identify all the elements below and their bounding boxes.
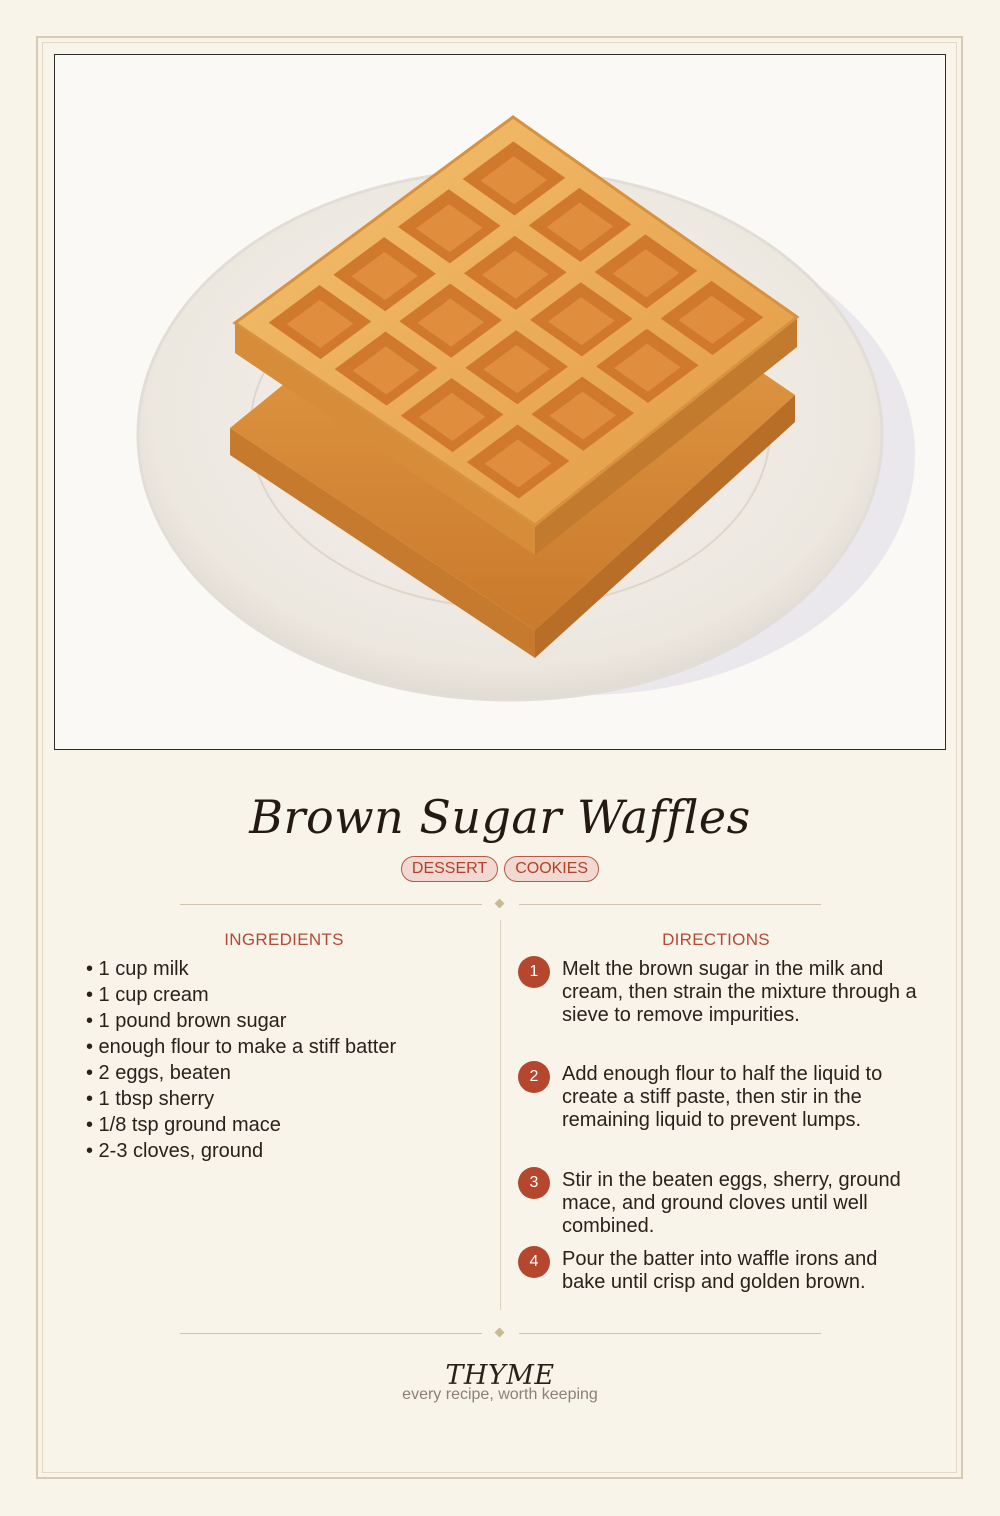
step-text: Add enough flour to half the liquid to create a stiff paste, then stir in the remaining liquid to prevent lumps. xyxy=(562,1063,883,1131)
ingredient-item: • 2 eggs, beaten xyxy=(86,1062,231,1084)
column-separator xyxy=(500,920,501,1310)
divider-bottom xyxy=(180,1328,821,1340)
divider-top xyxy=(180,899,821,911)
tag-dessert[interactable]: DESSERT xyxy=(401,856,498,882)
brand-logo: THYME xyxy=(445,1360,555,1391)
ingredient-item: • 2-3 cloves, ground xyxy=(86,1140,264,1162)
step-text: Stir in the beaten eggs, sherry, ground mace, and ground cloves until well combined. xyxy=(562,1169,901,1237)
ingredient-item: • 1 cup cream xyxy=(86,984,209,1006)
recipe-photo xyxy=(54,54,946,750)
ingredients-heading: INGREDIENTS xyxy=(224,930,344,949)
divider-diamond-icon xyxy=(495,899,505,909)
directions-heading: DIRECTIONS xyxy=(662,930,770,949)
ingredient-item: • 1 pound brown sugar xyxy=(86,1010,287,1032)
tag-cookies[interactable]: COOKIES xyxy=(504,856,599,882)
divider-diamond-icon xyxy=(495,1328,505,1338)
step-number-badge: 2 xyxy=(518,1061,550,1093)
step-text: Melt the brown sugar in the milk and cream, then strain the mixture through a sieve to remove impurities. xyxy=(562,958,917,1026)
step-number-badge: 1 xyxy=(518,956,550,988)
waffle-illustration xyxy=(55,55,945,749)
ingredient-item: • enough flour to make a stiff batter xyxy=(86,1036,397,1058)
step-number-badge: 3 xyxy=(518,1167,550,1199)
step-text: Pour the batter into waffle irons and bake until crisp and golden brown. xyxy=(562,1248,878,1293)
recipe-title: Brown Sugar Waffles xyxy=(249,790,751,844)
ingredient-item: • 1 cup milk xyxy=(86,958,189,980)
ingredient-item: • 1/8 tsp ground mace xyxy=(86,1114,281,1136)
tag-list xyxy=(0,856,1000,882)
brand-tagline: every recipe, worth keeping xyxy=(402,1386,598,1403)
ingredients-list xyxy=(86,956,486,1164)
ingredient-item: • 1 tbsp sherry xyxy=(86,1088,215,1110)
step-number-badge: 4 xyxy=(518,1246,550,1278)
